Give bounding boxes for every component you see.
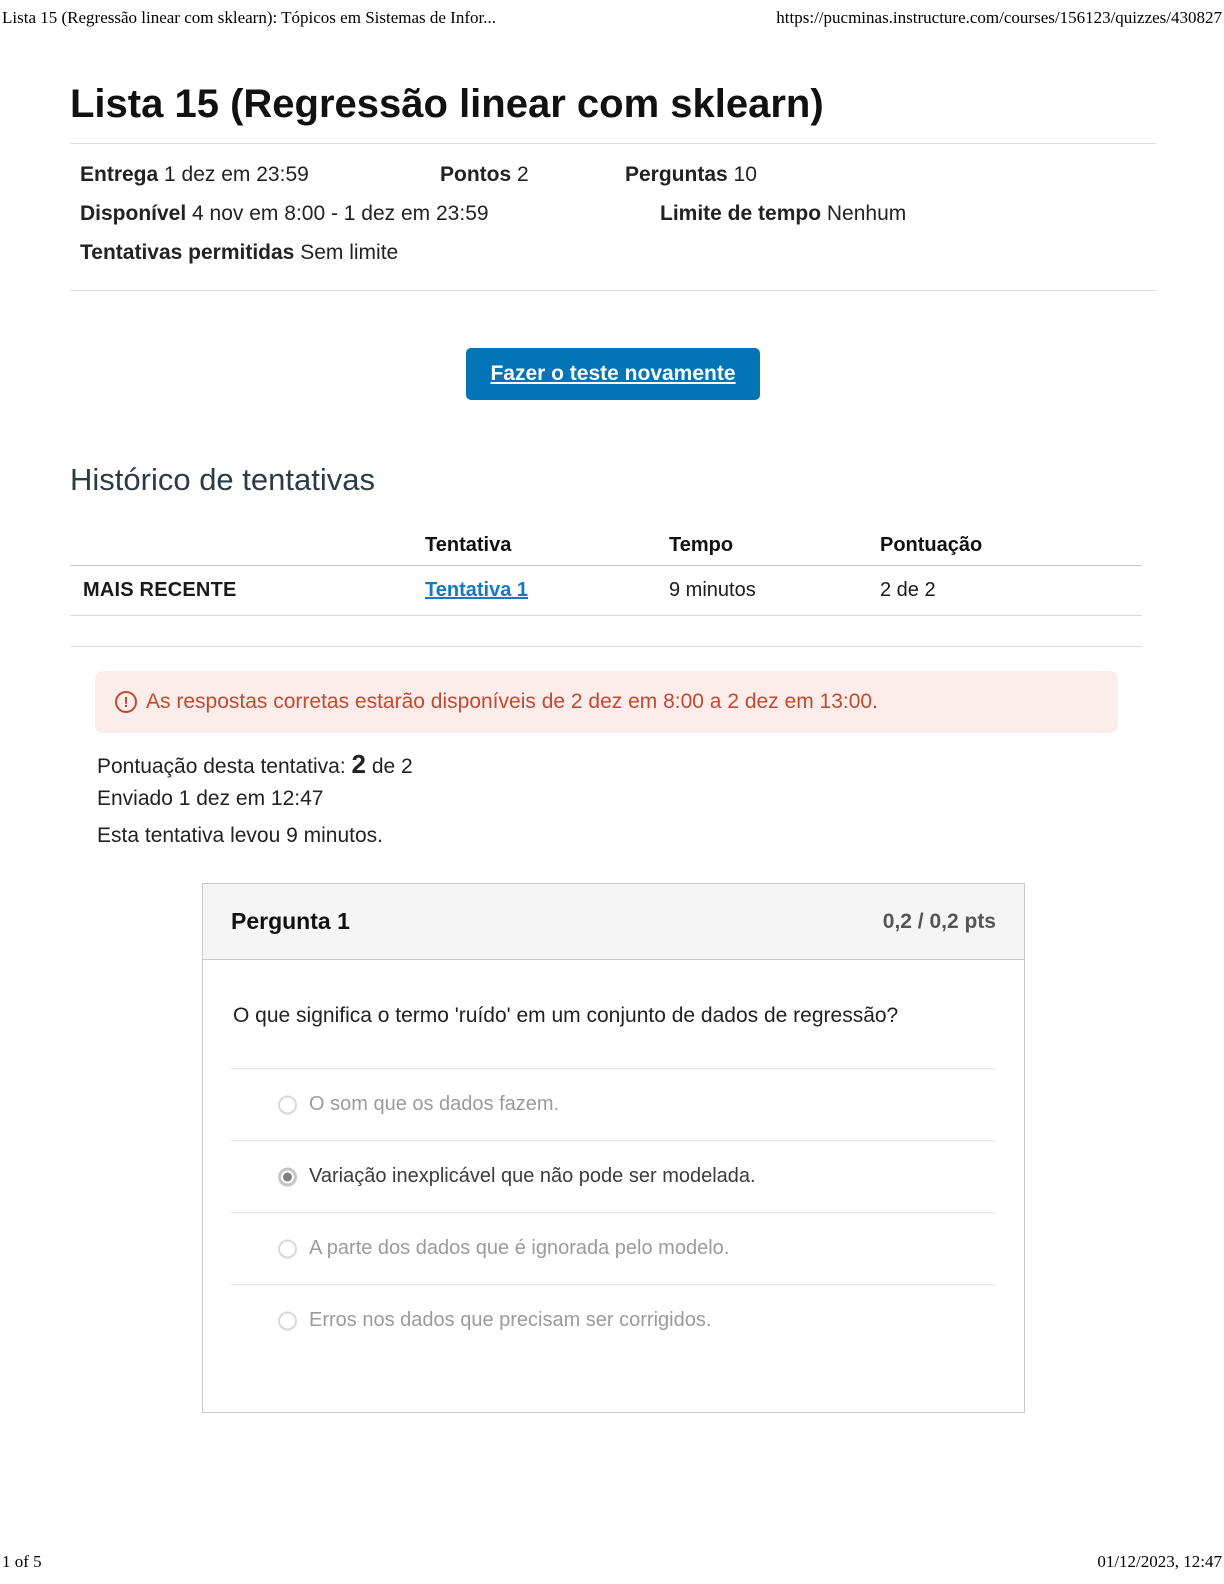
question-points: 0,2 / 0,2 pts (882, 909, 996, 933)
question-title: Pergunta 1 (231, 908, 350, 934)
answer-option-4[interactable] (231, 1285, 996, 1356)
detail-tentativas: Tentativas permitidas Sem limite (80, 241, 399, 264)
attempt-history-heading: Histórico de tentativas (70, 462, 375, 497)
attempts-table-header (70, 526, 1142, 566)
retake-button-area (70, 348, 1156, 400)
answer-option-label: Erros nos dados que precisam ser corrigidos. (309, 1309, 712, 1331)
detail-row-2 (70, 196, 1156, 235)
attempt-score-line: Pontuação desta tentativa: 2 de 2 (97, 749, 413, 779)
column-header-tentativa: Tentativa (425, 534, 512, 556)
attempt-time: 9 minutos (669, 579, 756, 601)
submitted-line: Enviado 1 dez em 12:47 (97, 787, 324, 810)
detail-entrega: Entrega 1 dez em 23:59 (80, 163, 309, 186)
column-header-tempo: Tempo (669, 534, 734, 556)
answer-option-2[interactable] (231, 1141, 996, 1213)
answer-options (231, 1068, 996, 1356)
print-header (2, 8, 1222, 28)
print-header-title: Lista 15 (Regressão linear com sklearn): Tópicos em Sistemas de Infor... (2, 8, 496, 27)
answer-option-label: A parte dos dados que é ignorada pelo modelo. (309, 1237, 730, 1259)
radio-icon[interactable] (278, 1095, 297, 1114)
answer-option-label: Variação inexplicável que não pode ser modelada. (309, 1165, 756, 1187)
attempt-result (97, 749, 1156, 861)
radio-icon[interactable] (278, 1311, 297, 1330)
details-divider (70, 290, 1156, 291)
column-header-pontuacao: Pontuação (880, 534, 983, 556)
quiz-page (70, 30, 1156, 1413)
detail-disponivel: Disponível 4 nov em 8:00 - 1 dez em 23:59 (80, 202, 489, 225)
alert-text: As respostas corretas estarão disponíveis de 2 dez em 8:00 a 2 dez em 13:00. (146, 690, 878, 713)
radio-selected-icon[interactable] (278, 1167, 297, 1186)
detail-row-1 (70, 157, 1156, 196)
card-bottom-padding (231, 1356, 996, 1412)
page-title: Lista 15 (Regressão linear com sklearn) (70, 82, 824, 126)
attempt-score: 2 de 2 (880, 579, 936, 601)
detail-limite-tempo: Limite de tempo Nenhum (660, 202, 907, 225)
history-divider (70, 646, 1142, 647)
answers-availability-alert (95, 671, 1118, 733)
detail-pontos: Pontos 2 (440, 163, 529, 186)
title-divider (70, 143, 1156, 144)
answer-option-label: O som que os dados fazem. (309, 1093, 560, 1115)
quiz-details (70, 157, 1156, 274)
attempt-row (70, 566, 1142, 616)
print-footer (2, 1552, 1222, 1572)
question-body (203, 960, 1024, 1412)
print-footer-page: 1 of 5 (2, 1552, 42, 1571)
attempt-link[interactable]: Tentativa 1 (425, 579, 528, 601)
score-value: 2 (351, 749, 366, 779)
detail-row-3 (70, 235, 1156, 274)
retake-quiz-button[interactable]: Fazer o teste novamente (466, 348, 759, 400)
duration-line: Esta tentativa levou 9 minutos. (97, 824, 383, 847)
radio-icon[interactable] (278, 1239, 297, 1258)
print-footer-datetime: 01/12/2023, 12:47 (1097, 1552, 1222, 1571)
question-text: O que significa o termo 'ruído' em um conjunto de dados de regressão? (233, 1004, 899, 1027)
alert-icon (115, 691, 137, 713)
attempt-tag: MAIS RECENTE (83, 579, 237, 601)
print-header-url: https://pucminas.instructure.com/courses/156123/quizzes/430827 (776, 8, 1222, 27)
attempts-table (70, 526, 1142, 616)
question-card (202, 883, 1025, 1413)
answer-option-1[interactable] (231, 1069, 996, 1141)
detail-perguntas: Perguntas 10 (625, 163, 757, 186)
answer-option-3[interactable] (231, 1213, 996, 1285)
question-header (203, 884, 1024, 960)
